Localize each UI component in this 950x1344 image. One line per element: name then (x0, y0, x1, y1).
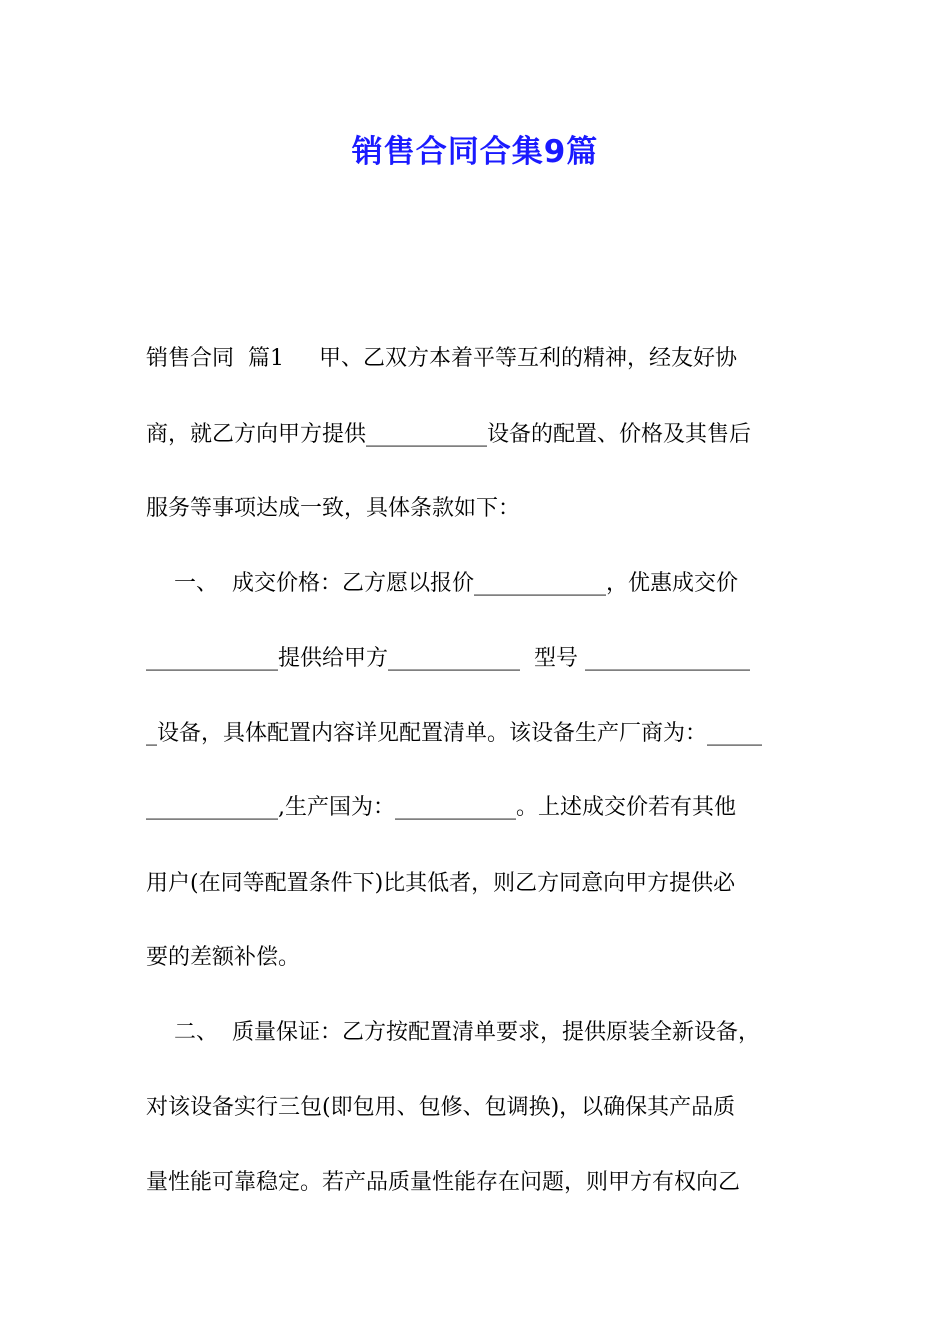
paragraph-line-7: ____________,生产国为：___________。上述成交价若有其他 (146, 795, 736, 820)
paragraph-line-10: 二、 质量保证：乙方按配置清单要求，提供原装全新设备， (146, 1020, 760, 1045)
paragraph-line-5: ____________提供给甲方____________ 型号 _______________ (146, 646, 750, 671)
paragraph-line-11: 对该设备实行三包(即包用、包修、包调换)，以确保其产品质 (146, 1095, 736, 1120)
paragraph-line-12: 量性能可靠稳定。若产品质量性能存在问题，则甲方有权向乙 (146, 1170, 741, 1195)
document-title: 销售合同合集9篇 (351, 134, 599, 170)
paragraph-line-2: 商，就乙方向甲方提供___________设备的配置、价格及其售后 (146, 422, 752, 447)
paragraph-line-3: 服务等事项达成一致，具体条款如下： (146, 496, 521, 521)
paragraph-line-9: 要的差额补偿。 (146, 945, 301, 970)
paragraph-line-4: 一、 成交价格：乙方愿以报价____________，优惠成交价 (146, 571, 738, 596)
paragraph-line-8: 用户(在同等配置条件下)比其低者，则乙方同意向甲方提供必 (146, 871, 736, 896)
paragraph-line-6: _设备，具体配置内容详见配置清单。该设备生产厂商为：_____ (146, 721, 763, 746)
paragraph-line-1: 销售合同 篇1 甲、乙双方本着平等互利的精神，经友好协 (146, 346, 737, 371)
